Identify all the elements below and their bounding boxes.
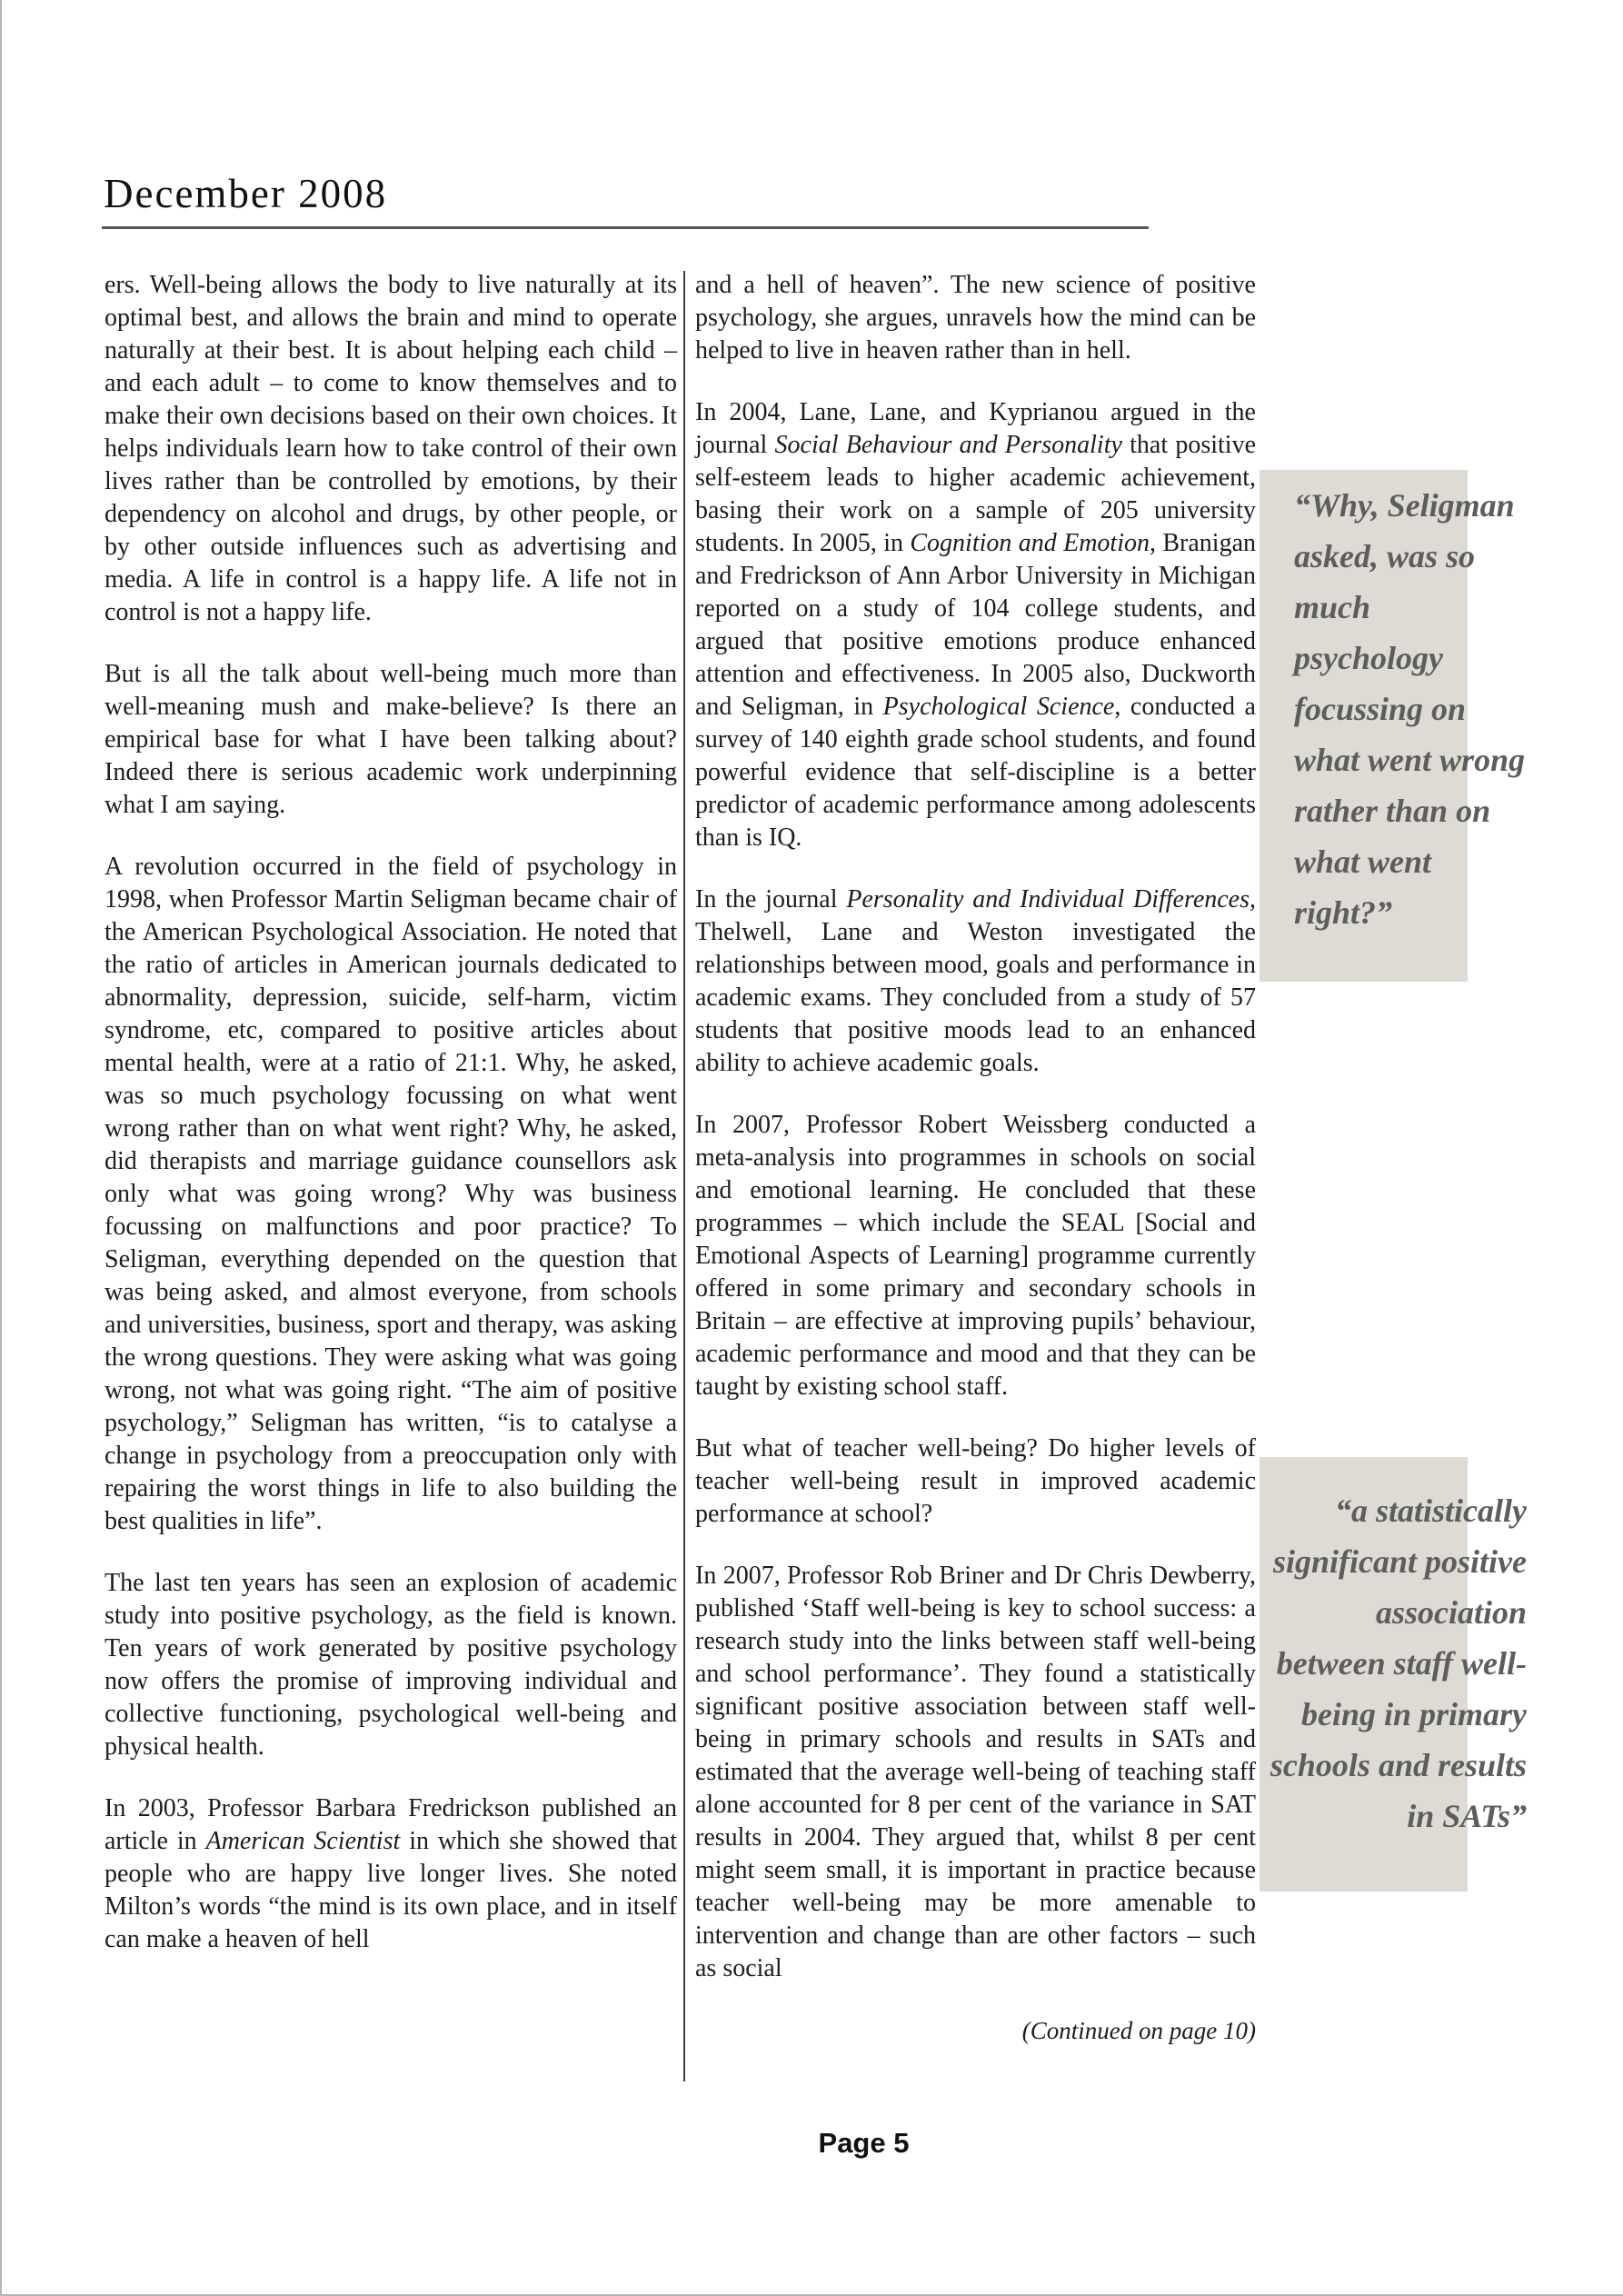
body-paragraph: and a hell of heaven”. The new science of positive psychology, she argues, unravels how the mind can be helped to live in heaven rather than in hell. [695,271,1256,364]
right-column [695,269,1256,2047]
pull-quote-2: “a statistically significant positive association between staff well-being in primary schools and results in SATs” [1270,1492,1527,1834]
body-paragraph: A revolution occurred in the field of psychology in 1998, when Professor Martin Seligman became chair of the American Psychological Association. He noted that the ratio of articles in American journals dedicated to abnormality, depression, suicide, self-harm, victim syndrome, etc, compared to positive articles about mental health, were at a ratio of 21:1. Why, he asked, was so much psychology focussing on what went wrong rather than on what went right? Why, he asked, did therapists and marriage guidance counsellors ask only what was going wrong? Why was business focussing on malfunctions and poor practice? To Seligman, everything depended on the question that was being asked, and almost everyone, from schools and universities, business, sport and therapy, was asking the wrong questions. They were asking what was going wrong, not what was going right. “The aim of positive psychology,” Seligman has written, “is to catalyse a change in psychology from a preoccupation only with repairing the worst things in life to also building the best qualities in life”. [105,853,677,1535]
body-paragraph: In 2003, Professor Barbara Fredrickson published an article in American Scientist in which she showed that people who are happy live longer lives. She noted Milton’s words “the mind is its own place, and in itself can make a heaven of hell [105,1794,677,1953]
body-paragraph: But is all the talk about well-being much more than well-meaning mush and make-believe? Is there an empirical base for what I have been talking about? Indeed there is serious academic work underpinning what I am saying. [105,660,677,819]
left-column [105,269,677,1956]
body-paragraph: In 2007, Professor Rob Briner and Dr Chris Dewberry, published ‘Staff well-being is key to school success: a research study into the links between staff well-being and school performance’. They found a statistically significant positive association between staff well-being in primary schools and results in SATs and estimated that the average well-being of teaching staff alone accounted for 8 per cent of the variance in SAT results in 2004. They argued that, whilst 8 per cent might seem small, it is important in practice because teacher well-being may be more amenable to intervention and change than are other factors – such as social [695,1562,1256,1982]
body-paragraph: The last ten years has seen an explosion of academic study into positive psychology, as the field is known. Ten years of work generated by positive psychology now offers the promise of improving individual and collective functioning, psychological well-being and physical health. [105,1569,677,1761]
column-divider [683,271,685,2081]
page-footer [105,2127,1623,2160]
pull-quote-1: “Why, Seligman asked, was so much psychology focussing on what went wrong rather than on what went right?” [1294,487,1526,931]
body-paragraph: ers. Well-being allows the body to live naturally at its optimal best, and allows the brain and mind to operate naturally at their best. It is about helping each child – and each adult – to come to know themselves and to make their own decisions based on their own choices. It helps individuals learn how to take control of their own lives rather than be controlled by emotions, by their dependency on alcohol and drugs, by other people, or by other outside influences such as advertising and media. A life in control is a happy life. A life not in control is not a happy life. [105,271,677,626]
body-paragraph: In 2004, Lane, Lane, and Kyprianou argued in the journal Social Behaviour and Personality that positive self-esteem leads to higher academic achievement, basing their work on a sample of 205 university students. In 2005, in Cognition and Emotion, Branigan and Fredrickson of Ann Arbor University in Michigan reported on a study of 104 college students, and argued that positive emotions produce enhanced attention and effectiveness. In 2005 also, Duckworth and Seligman, in Psychological Science, conducted a survey of 140 eighth grade school students, and found powerful evidence that self-discipline is a better predictor of academic performance among adolescents than is IQ. [695,398,1257,852]
page-number: Page 5 [818,2127,910,2159]
body-paragraph: In the journal Personality and Individual Differences, Thelwell, Lane and Weston investigated the relationships between mood, goals and performance in academic exams. They concluded from a study of 57 students that positive moods lead to an enhanced ability to achieve academic goals. [695,885,1257,1077]
page-date: December 2008 [104,171,388,216]
body-paragraph: But what of teacher well-being? Do higher levels of teacher well-being result in improved academic performance at school? [695,1434,1256,1528]
body-paragraph: In 2007, Professor Robert Weissberg conducted a meta-analysis into programmes in schools on social and emotional learning. He concluded that these programmes – which include the SEAL [Social and Emotional Aspects of Learning] programme currently offered in some primary and secondary schools in Britain – are effective at improving pupils’ behaviour, academic performance and mood and that they can be taught by existing school staff. [695,1111,1256,1401]
continued-note: (Continued on page 10) [1021,2017,1256,2044]
header-rule [102,226,1149,229]
